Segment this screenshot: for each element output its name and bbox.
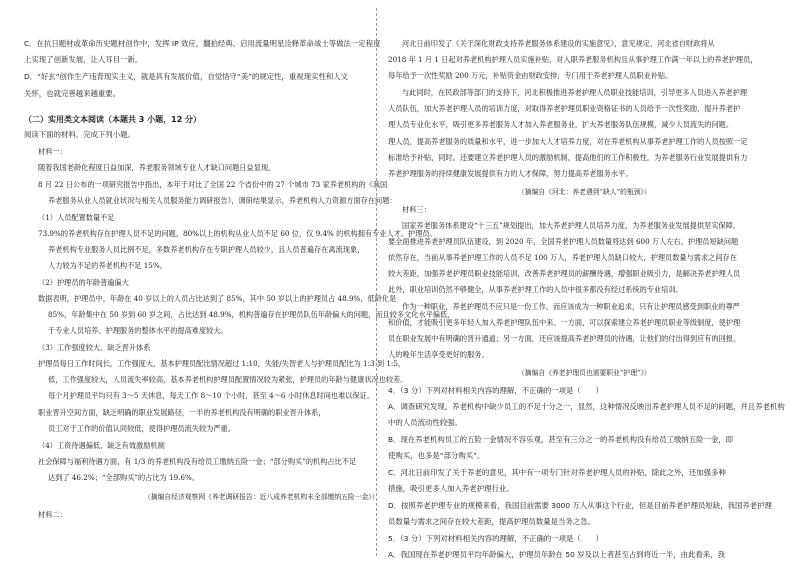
left-text-line: 随着我国老龄化程度日益加深，养老服务领域专业人才缺口问题日益显现。 bbox=[38, 163, 276, 172]
left-text-line: 85%，年龄集中在 50 岁到 60 岁之间，占比达到 48.9%，机构普遍存在护理员队伍年龄偏大的问题，而且较多文化水平偏低， bbox=[48, 310, 455, 319]
right-text-line: 中的人员流动性较强。 bbox=[388, 418, 462, 427]
right-column bbox=[388, 0, 785, 562]
left-text-line: 上实现了创新发展，让人耳目一新。 bbox=[24, 55, 143, 64]
left-text-line: 达到了 46.2%；“全部购买”的占比为 19.6%。 bbox=[48, 473, 200, 482]
right-text-line: 理人员专业化水平，吸引更多养老服务人才加入养老服务业，扩大养老服务队伍规模，减少人员流失的问题。 bbox=[388, 120, 734, 129]
left-text-line: 于专业人员培养、护理服务的整体水平的提高难度较大。 bbox=[48, 326, 228, 335]
left-text-line: 养老机构专业服务人员比例不足，多数养老机构存在专职护理人员较少，且人员普遍存在离流现象， bbox=[48, 245, 365, 254]
right-text-line: 每年给予一次性奖励 200 万元，补贴资金由财政安排，专门用于养老护理人员职业补贴。 bbox=[388, 71, 673, 80]
right-text-line: 员数量与需求之间存在较大差距，提高护理员数量是当务之急。 bbox=[388, 517, 595, 526]
right-text-line: 较大差距，加强养老护理员职业技能培训，改善养老护理员的薪酬待遇，增强职业吸引力，是解决养老护理人员 bbox=[388, 269, 741, 278]
left-text-line: 材料一： bbox=[38, 147, 67, 156]
left-text-line: （摘编自经济观察网《养老调研报告：近八成养老机构未全部缴纳五险一金》） bbox=[144, 493, 379, 501]
right-text-line: 使购买，也多是“部分购买”。 bbox=[388, 451, 485, 460]
right-text-line: 标准给予补贴，同时，还要建立养老护理人员的激励机制，提高他们的工作积极性，为养老服务行业发展提供有力 bbox=[388, 153, 748, 162]
right-text-line: 5．（3 分）下列对材料相关内容的理解，不正确的一项是（ ） bbox=[388, 534, 603, 543]
left-text-line: 每个月护理员平均只有 3～5 天休息，每天工作 8～10 个小时，甚至 4～6 小时休息时间也难以保证。 bbox=[48, 391, 375, 400]
left-text-line: 数据表明，护理员中，年龄在 40 岁以上的人员占比达到了 85%，其中 50 岁以上的护理员占 48.9%，低龄化是 bbox=[38, 294, 397, 303]
left-text-line: 低，工作强度较大，人员流失率较高，基本养老机构护理员配置情况较为紧张，护理员的年龄与健康状况也较差。 bbox=[48, 375, 408, 384]
right-text-line: 材料三： bbox=[402, 205, 431, 214]
left-text-line: 关怀，也就完善越来越重要。 bbox=[24, 89, 121, 98]
right-text-line: 4．（3 分）下列对材料相关内容的理解，不正确的一项是（ ） bbox=[388, 386, 603, 395]
left-text-line: 养老服务从业人员就业状况与相关人员服务能力调研报告》，调研结果显示，养老机构人力资源方面存在问题： bbox=[48, 196, 397, 205]
right-text-line: 2018 年 1 月 1 日起对养老机构护理人员实施补贴，对入职养老服务机构且从事护理工作满一年以上的养老护理员， bbox=[388, 55, 758, 64]
right-text-line: 和价值，才能吸引更多年轻人加入养老护理队伍中来。一方面，可以探索建立养老护理员职业等级制度，使护理 bbox=[388, 318, 741, 327]
left-text-line: 社会保障与福利待遇方面，有 1/3 的养老机构没有给员工缴纳五险一金；“部分购买”的机构占比不足 bbox=[38, 457, 357, 466]
left-text-line: C．在抗日题材或革命历史题材创作中，发挥 IP 效应，翻拍经典、启用流量明星诠释革命战士等做法一定程度 bbox=[24, 39, 381, 48]
right-text-line: 要全面推进养老护理员队伍建设，到 2020 年，全国养老护理人员数量将达到 600 万人左右，护理员短缺问题 bbox=[388, 237, 739, 246]
right-text-line: 措施，吸引更多人加入养老护理行业。 bbox=[388, 484, 514, 493]
right-text-line: 理人员，提高养老服务的质量和水平，进一步加大人才培养力度，对在养老机构从事养老护理工作的人员按照一定 bbox=[388, 137, 748, 146]
right-text-line: 与此同时，在民政部等部门的支持下，河北积极推进养老护理人员职业技能培训，引导更多人员进入养老护理 bbox=[402, 88, 748, 97]
left-text-line: 73.9%的养老机构存在护理人员不足的问题，80%以上的机构从业人员不足 60 位，仅 9.4% 的机构拥有专业人才。护理员、 bbox=[38, 229, 437, 238]
right-text-line: （摘编自《养老护理员也需要职业“护理”》） bbox=[518, 369, 651, 377]
right-text-line: 人的晚年生活享受更好的服务。 bbox=[388, 350, 489, 359]
right-text-line: B．现在养老机构员工的五险一金情况不容乐观，甚至有三分之一的养老机构没有给员工缴纳五险一金，即 bbox=[388, 435, 734, 444]
left-text-line: （二）实用类文本阅读（本题共 3 小题，12 分） bbox=[24, 115, 202, 124]
right-text-line: D．按照养老护理专业的规模来看，我国目前需要 3000 万人从事这个行业，但是目前养老护理员短缺，我国养老护理 bbox=[388, 501, 772, 510]
left-text-line: （4）工资待遇偏低、缺乏有效激励机制 bbox=[38, 441, 165, 450]
right-text-line: C．河北日前印发了关于养老的意见，其中有一项专门针对养老护理人员的补贴，除此之外，还加强多种 bbox=[388, 468, 726, 477]
left-text-line: （1）人员配置数量不足 bbox=[38, 213, 115, 222]
right-text-line: 国家养老服务体系建设“十三五”规划提出，加大养老护理人员培养力度，为养老服务业发展提供坚实保障， bbox=[402, 221, 740, 230]
left-text-line: 8 月 22 日公布的一项研究报告中指出，本年于对比了全国 22 个省份中的 27 个城市 73 家养老机构的《我国 bbox=[38, 180, 388, 189]
right-text-line: A．我国现在养老护理员平均年龄偏大，护理员年龄在 50 岁及以上者甚至占到将近一半，由此看来，我 bbox=[388, 550, 725, 559]
left-text-line: （2）护理员的年龄普遍偏大 bbox=[38, 278, 129, 287]
left-text-line: 阅读下面的材料，完成下列小题。 bbox=[24, 130, 135, 139]
left-text-line: 员工对于工作的价值认同较低，使得护理员流失较为严重。 bbox=[48, 424, 235, 433]
left-text-line: 人力较为不足的养老机构不足 15%。 bbox=[48, 261, 167, 270]
left-text-line: 护理员每日工作时间长，工作强度大，基本护理员配比情况超过 1:10，失能/失智老人与护理员配比为 1:3 到 1:5， bbox=[38, 359, 406, 368]
right-text-line: 河北日前印发了《关于深化财政支持养老服务体系建设的实施意见》，意见规定，河北省自财政将从 bbox=[402, 39, 715, 48]
right-text-line: 养老护理服务的持续健康发展提供有力的人才保障，努力提高养老服务水平。 bbox=[388, 169, 633, 178]
right-text-line: 依然存在，当前从事养老护理工作的人员不足 100 万人，养老护理人员缺口较大，护理员数量与需求之间存在 bbox=[388, 253, 737, 262]
column-divider bbox=[376, 8, 377, 556]
right-text-line: （摘编自《河北：养老遇到“缺人”的瓶颈》） bbox=[518, 188, 651, 196]
left-text-line: D．“好玄”创作生产违背现实主义，就是具有发展价值，自觉恪守“美”的规定性，重视现实性和人文 bbox=[24, 72, 349, 81]
right-text-line: 员在职业发展中有明确的晋升通道；另一方面，还应该提高养老护理员的待遇，让他们的付出得到应有的回报。 bbox=[388, 334, 741, 343]
left-text-line: 职业晋升空间方面，缺乏明确的职业发展路径，一半的养老机构没有明确的职业晋升体系， bbox=[38, 408, 326, 417]
left-text-line: 材料二： bbox=[38, 510, 67, 519]
right-text-line: 此外，职业培训仍然不够健全，从事养老护理工作的人员中很多都没有经过系统的专业培训。 bbox=[388, 285, 683, 294]
right-text-line: 作为一种职业，养老护理员不应只是一份工作，而应该成为一种职业追求，只有让护理员感受到职业的尊严 bbox=[402, 302, 740, 311]
right-text-line: 人员队伍，加大养老护理人员的培训力度，对取得养老护理员职业资格证书的人员给予一次性奖励，提升养老护 bbox=[388, 104, 741, 113]
left-text-line: （3）工作强度较大、缺乏晋升体系 bbox=[38, 343, 151, 352]
right-text-line: A．调查研究发现，养老机构中缺少员工的不足十分之一，显然，这种情况反映出养老护理人员不足的问题，并且养老机构 bbox=[388, 402, 785, 411]
